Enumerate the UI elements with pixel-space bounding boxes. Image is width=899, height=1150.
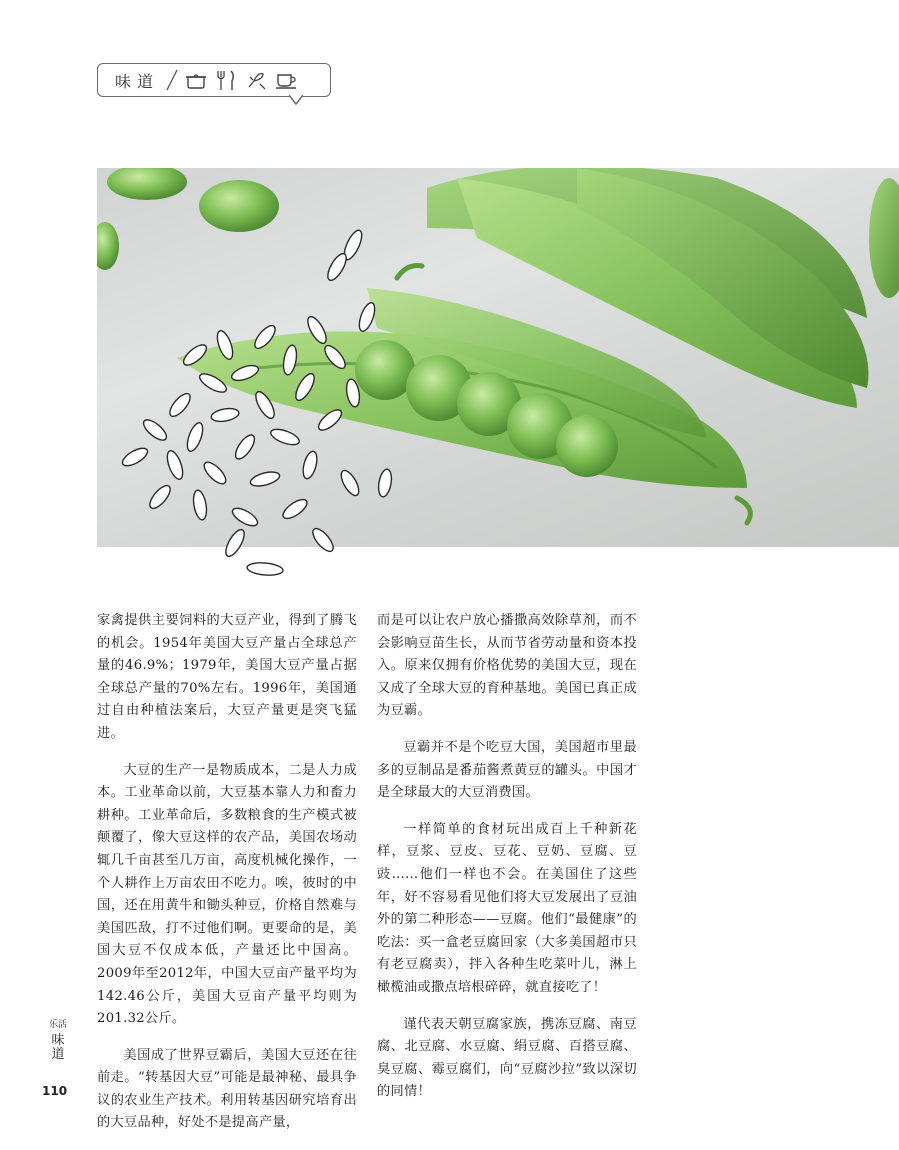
whisk-icon <box>245 69 267 91</box>
paragraph: 家禽提供主要饲料的大豆产业，得到了腾飞的机会。1954年美国大豆产量占全球总产量的46.9%；1979年，美国大豆产量占据全球总产量的70%左右。1996年，美国通过自由种植法案后，大豆产量更是突飞猛进。 <box>97 613 357 741</box>
paragraph: 美国成了世界豆霸后，美国大豆还在往前走。“转基因大豆”可能是最神秘、最具争议的农业生产技术。利用转基因研究培育出的大豆品种，好处不是提高产量， <box>97 1047 357 1131</box>
magazine-brand: 乐活 <box>48 1020 67 1030</box>
slash-divider-icon <box>165 68 179 92</box>
fork-knife-icon <box>215 69 237 91</box>
pot-icon <box>185 70 207 90</box>
paragraph: 一样简单的食材玩出成百上千种新花样，豆浆、豆皮、豆花、豆奶、豆腐、豆豉……他们一样也不会。在美国住了这些年，好不容易看见他们将大豆发展出了豆油外的第二种形态——豆腐。他们“最健康”的吃法：买一盒老豆腐回家（大多美国超市只有老豆腐卖），拌入各种生吃菜叶儿，淋上橄榄油或撒点培根碎碎，就直接吃了！ <box>377 821 637 995</box>
section-title: 味道 <box>115 71 160 91</box>
tag-pointer-icon <box>289 95 303 105</box>
section-header-tag <box>97 63 331 97</box>
paragraph: 大豆的生产一是物质成本，二是人力成本。工业革命以前，大豆基本靠人力和畜力耕种。工业革命后，多数粮食的生产模式被颠覆了，像大豆这样的农产品，美国农场动辄几千亩甚至几万亩，高度机械化操作，一个人耕作上万亩农田不吃力。唉，彼时的中国，还在用黄牛和锄头种豆，价格自然难与美国匹敌，打不过他们啊。更要命的是，美国大豆不仅成本低，产量还比中国高。2009年至2012年，中国大豆亩产量平均为142.46公斤，美国大豆亩产量平均则为201.32公斤。 <box>97 762 357 1027</box>
page-number: 110 <box>42 1084 68 1098</box>
article-left-column <box>97 610 357 1149</box>
rice-grains-doodle <box>105 215 405 585</box>
article-right-column <box>377 610 637 1118</box>
paragraph: 而是可以让农户放心播撒高效除草剂，而不会影响豆苗生长，从而节省劳动量和资本投入。原来仅拥有价格优势的美国大豆，现在又成了全球大豆的育种基地。美国已真正成为豆霸。 <box>377 613 637 719</box>
paragraph: 谨代表天朝豆腐家族，携冻豆腐、南豆腐、北豆腐、水豆腐、绢豆腐、百搭豆腐、臭豆腐、霉豆腐们，向“豆腐沙拉”致以深切的同情！ <box>377 1016 637 1100</box>
paragraph: 豆霸并不是个吃豆大国，美国超市里最多的豆制品是番茄酱煮黄豆的罐头。中国才是全球最大的大豆消费国。 <box>377 739 637 801</box>
cup-icon <box>275 70 299 90</box>
footer-section-name: 味道 <box>51 1033 65 1062</box>
page-footer-label <box>48 1018 68 1062</box>
tag-icon-group <box>185 69 299 91</box>
